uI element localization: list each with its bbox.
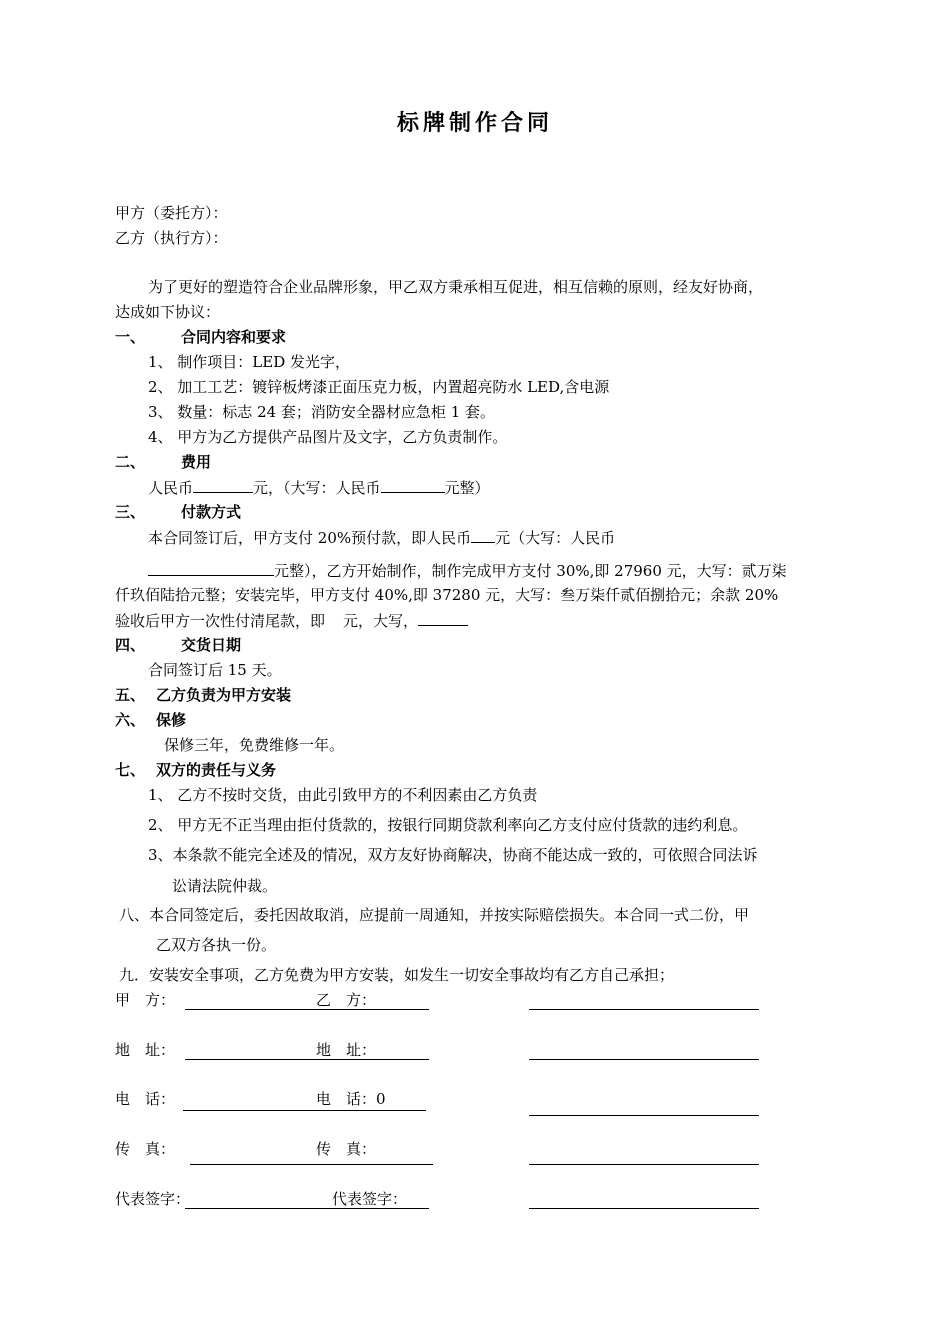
clause-8-line-1: 八、本合同签定后，委托因故取消，应提前一周通知，并按实际赔偿损失。本合同一式二份，甲 [119, 906, 750, 924]
payment-text-4a: 验收后甲方一次性付清尾款，即 [115, 612, 326, 630]
prepay-capital-blank[interactable] [148, 560, 274, 576]
sign-extra-line[interactable] [529, 1009, 759, 1010]
sign-party-a-label: 甲 方： [115, 991, 176, 1009]
party-b-label: 乙方（执行方）： [115, 229, 228, 247]
sign-address-a-label: 地 址： [115, 1041, 176, 1059]
section-5-number: 五、 [115, 686, 146, 704]
section-1-item: 1、 制作项目：LED 发光字， [148, 353, 351, 371]
duty-item-2: 2、 甲方无不正当理由拒付货款的，按银行同期贷款利率向乙方支付应付货款的违约利息。 [148, 816, 748, 834]
clause-9: 九．安装安全事项，乙方免费为甲方安装，如发生一切安全事故均有乙方自己承担； [119, 966, 675, 984]
section-3-heading: 付款方式 [181, 503, 242, 521]
prepay-blank[interactable] [471, 527, 495, 543]
section-4-number: 四、 [115, 636, 146, 654]
balance-capital-blank[interactable] [418, 610, 468, 626]
intro-line-2: 达成如下协议： [115, 303, 221, 321]
sign-phone-line[interactable] [183, 1110, 426, 1111]
section-5-heading: 乙方负责为甲方安装 [156, 686, 292, 704]
payment-text-2: 元整），乙方开始制作，制作完成甲方支付 30%,即 27960 元，大写：贰万柒 [274, 562, 787, 580]
sign-address-b-label: 地 址： [316, 1041, 377, 1059]
fee-capital-blank[interactable] [381, 477, 445, 493]
page-title: 标牌制作合同 [396, 110, 553, 136]
payment-text-1a: 本合同签订后，甲方支付 20%预付款，即人民币 [148, 529, 472, 547]
sign-extra-line[interactable] [529, 1164, 759, 1165]
payment-text-1b: 元（大写：人民币 [495, 529, 616, 547]
payment-line-4 [115, 610, 468, 631]
section-4-heading: 交货日期 [181, 636, 242, 654]
section-7-heading: 双方的责任与义务 [156, 761, 277, 779]
section-7-number: 七、 [115, 761, 146, 779]
sign-address-b-line[interactable] [307, 1059, 429, 1060]
sign-rep-a-label: 代表签字： [115, 1190, 191, 1208]
fee-line [148, 477, 490, 498]
duty-item-1: 1、 乙方不按时交货，由此引致甲方的不利因素由乙方负责 [148, 786, 538, 804]
payment-line-2 [148, 560, 787, 581]
section-1-item: 3、 数量：标志 24 套；消防安全器材应急柜 1 套。 [148, 403, 496, 421]
sign-extra-line[interactable] [529, 1208, 759, 1209]
party-a-label: 甲方（委托方）： [115, 204, 228, 222]
sign-rep-b-label: 代表签字： [332, 1190, 408, 1208]
fee-text-3: 元整） [444, 479, 490, 497]
payment-text-4b: 元，大写， [343, 612, 419, 630]
section-1-item: 4、 甲方为乙方提供产品图片及文字，乙方负责制作。 [148, 428, 508, 446]
fee-text-2: 元，（大写：人民币 [253, 479, 381, 497]
delivery-text: 合同签订后 15 天。 [148, 661, 282, 679]
section-2-heading: 费用 [181, 453, 212, 471]
section-2-number: 二、 [115, 453, 146, 471]
sign-party-b-label: 乙 方： [316, 991, 377, 1009]
fee-text-1: 人民币 [148, 479, 194, 497]
duty-item-3: 3、本条款不能完全述及的情况，双方友好协商解决，协商不能达成一致的，可依照合同法诉 [148, 846, 758, 864]
sign-phone-a-label: 电 话： [115, 1090, 176, 1108]
fee-amount-blank[interactable] [193, 477, 253, 493]
sign-extra-line[interactable] [529, 1059, 759, 1060]
intro-line-1: 为了更好的塑造符合企业品牌形象，甲乙双方秉承相互促进，相互信赖的原则，经友好协商， [148, 278, 764, 296]
section-6-heading: 保修 [156, 711, 187, 729]
sign-fax-a-label: 传 真： [115, 1140, 176, 1158]
sign-party-b-line[interactable] [307, 1009, 429, 1010]
clause-8-line-2: 乙双方各执一份。 [156, 936, 277, 954]
sign-fax-b-label: 传 真： [316, 1140, 377, 1158]
section-6-number: 六、 [115, 711, 146, 729]
payment-line-1 [148, 527, 615, 548]
payment-line-3: 仟玖佰陆拾元整；安装完毕，甲方支付 40%,即 37280 元，大写：叁万柒仟贰佰捌拾元；余款 20% [115, 586, 779, 604]
section-3-number: 三、 [115, 503, 146, 521]
sign-party-a-line[interactable] [185, 1009, 307, 1010]
section-1-heading: 合同内容和要求 [181, 328, 287, 346]
sign-address-a-line[interactable] [185, 1059, 307, 1060]
sign-extra-line[interactable] [529, 1115, 759, 1116]
section-1-number: 一、 [115, 328, 146, 346]
duty-item-3-cont: 讼请法院仲裁。 [172, 877, 278, 895]
section-1-item: 2、 加工工艺：镀锌板烤漆正面压克力板，内置超亮防水 LED,含电源 [148, 378, 610, 396]
warranty-text: 保修三年，免费维修一年。 [164, 736, 345, 754]
sign-fax-line[interactable] [190, 1164, 433, 1165]
sign-phone-b-label: 电 话：0 [316, 1090, 386, 1108]
